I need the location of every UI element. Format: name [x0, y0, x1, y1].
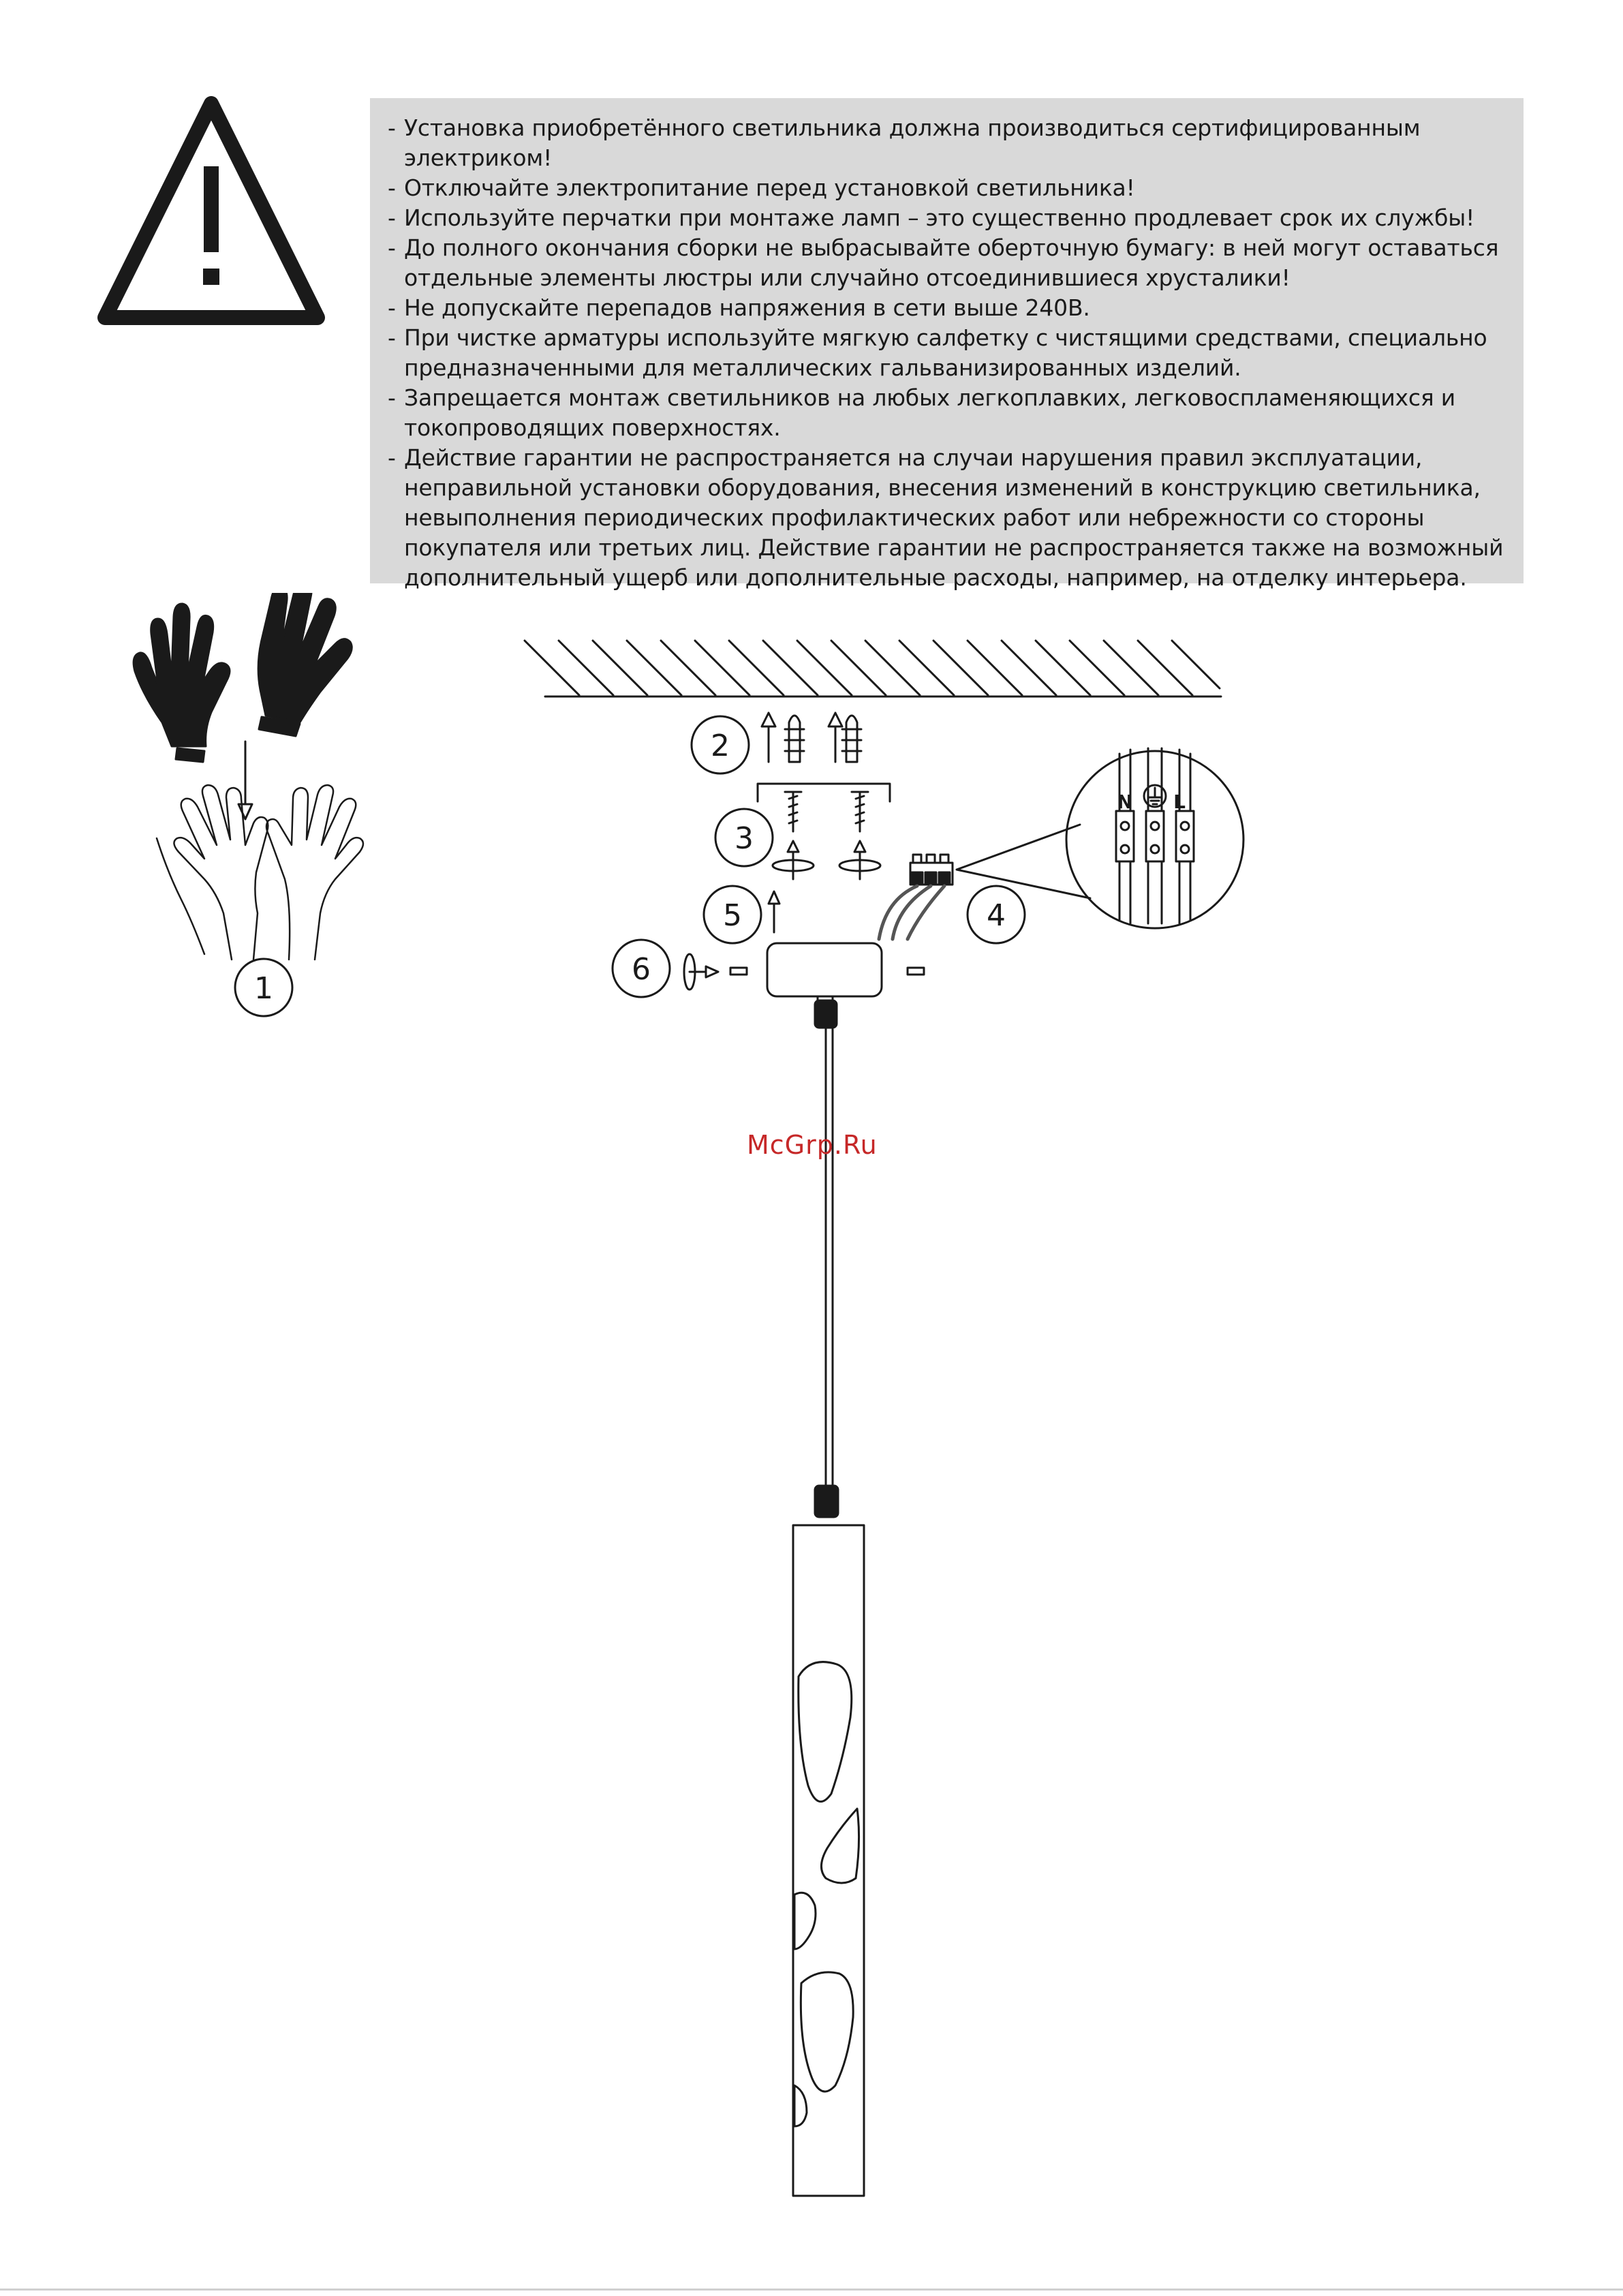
notice-item: - Отключайте электропитание перед установкой светильника! — [388, 174, 1135, 201]
notice-item: - При чистке арматуры используйте мягкую салфетку с чистящими средствами, специально предназначенными для металлических гальванизированных изделий. — [388, 324, 1487, 381]
wiring-detail — [1066, 748, 1243, 928]
step-6-number: 6 — [632, 952, 651, 987]
dowels — [762, 713, 861, 762]
terminal-block — [910, 855, 953, 885]
notice-text: Не допускайте перепадов напряжения в сети выше 240В. — [404, 294, 1090, 321]
warning-triangle-icon — [95, 95, 327, 327]
notice-item: - Запрещается монтаж светильников на любых легкоплавких, легковоспламеняющихся и токопроводящих поверхностях. — [388, 384, 1456, 441]
watermark: McGrp.Ru — [747, 1130, 878, 1160]
screws — [773, 792, 880, 879]
hands-icon — [157, 785, 363, 960]
pendant-cutouts — [794, 1662, 859, 2126]
step-4-number: 4 — [987, 898, 1006, 933]
notice-item: - Действие гарантии не распространяется на случаи нарушения правил эксплуатации, неправильной установки оборудования, внесения изменений в конструкцию светильника, невыполнения периодических профилактических работ или небрежности со стороны покупателя или третьих лиц. Действие гарантии не распространяется также на возможный дополнительный ущерб или дополнительные расходы, например, на отделку интерьера. — [388, 444, 1504, 591]
notice-text: Установка приобретённого светильника должна производиться сертифицированным электриком! — [404, 114, 1421, 171]
notice-item: - Используйте перчатки при монтаже ламп – это существенно продлевает срок их службы! — [388, 204, 1475, 231]
cord-grip-top — [815, 1000, 837, 1028]
footer-divider — [0, 2289, 1623, 2291]
installation-diagram — [0, 593, 1623, 2242]
mounting-bracket — [758, 784, 890, 801]
notice-text: Действие гарантии не распространяется на случаи нарушения правил эксплуатации, неправильной установки оборудования, внесения изменений в конструкцию светильника, невыполнения периодических профилактических работ или небрежности со стороны покупателя или третьих лиц. Действие гарантии не распространяется также на возможный дополнительный ущерб или дополнительные расходы, например, на отделку интерьера. — [404, 444, 1504, 591]
notice-item: - До полного окончания сборки не выбрасывайте оберточную бумагу: в ней могут оставаться отдельные элементы люстры или случайно отсоединившиеся хрусталики! — [388, 234, 1499, 291]
notice-text: Используйте перчатки при монтаже ламп – это существенно продлевает срок их службы! — [404, 204, 1475, 231]
notice-item: - Установка приобретённого светильника должна производиться сертифицированным электриком! — [388, 114, 1421, 171]
step-3-number: 3 — [735, 821, 754, 856]
cord-grip-bottom — [815, 1486, 838, 1517]
safety-notice-box — [370, 98, 1524, 591]
line-label: L — [1173, 791, 1186, 813]
canopy — [767, 943, 882, 996]
neutral-label: N — [1117, 791, 1133, 813]
ceiling — [525, 641, 1221, 697]
safety-notice-list — [388, 113, 1506, 593]
step-5-number: 5 — [723, 898, 742, 933]
notice-item: - Не допускайте перепадов напряжения в сети выше 240В. — [388, 294, 1090, 321]
notice-text: При чистке арматуры используйте мягкую салфетку с чистящими средствами, специально предназначенными для металлических гальванизированных изделий. — [404, 324, 1487, 381]
notice-text: До полного окончания сборки не выбрасывайте оберточную бумагу: в ней могут оставаться отдельные элементы люстры или случайно отсоединившиеся хрусталики! — [404, 234, 1499, 291]
notice-text: Запрещается монтаж светильников на любых легкоплавких, легковоспламеняющихся и токопроводящих поверхностях. — [404, 384, 1456, 441]
notice-text: Отключайте электропитание перед установкой светильника! — [404, 174, 1135, 201]
step-2-number: 2 — [711, 729, 730, 763]
gloves-icon — [134, 593, 352, 762]
step-1-number: 1 — [254, 971, 273, 1006]
